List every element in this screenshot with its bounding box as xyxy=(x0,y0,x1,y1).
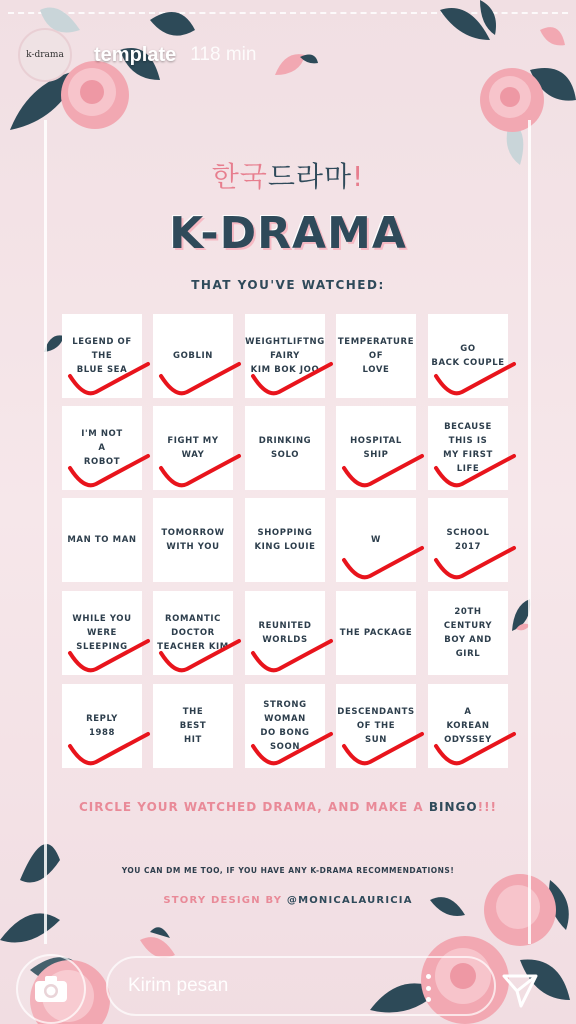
bingo-cell-label: ROMANTIC DOCTOR TEACHER KIM xyxy=(157,614,229,652)
avatar-text: k-drama xyxy=(26,50,64,60)
bingo-cell[interactable] xyxy=(153,314,233,398)
bingo-cell[interactable] xyxy=(62,406,142,490)
bingo-cell[interactable] xyxy=(153,684,233,768)
credit-handle[interactable]: @MONICALAURICIA xyxy=(286,895,413,906)
send-button[interactable] xyxy=(498,968,542,1012)
bingo-cell-label: HOSPITAL SHIP xyxy=(350,436,402,460)
bingo-cell-label: MAN TO MAN xyxy=(67,535,137,545)
dm-note: YOU CAN DM ME TOO, IF YOU HAVE ANY K-DRAMA RECOMMENDATIONS! xyxy=(121,866,455,875)
bingo-cell[interactable] xyxy=(428,314,508,398)
bingo-cell-label: WEIGHTLIFTNG FAIRY KIM BOK JOO xyxy=(245,337,325,375)
username[interactable]: template xyxy=(94,43,177,66)
bingo-exclaim: !!! xyxy=(477,800,498,814)
bingo-cell-label: BECAUSE THIS IS MY FIRST LIFE xyxy=(443,422,493,474)
camera-button[interactable] xyxy=(16,954,86,1024)
bingo-cell-label: SCHOOL 2017 xyxy=(446,528,490,552)
bingo-cell[interactable] xyxy=(62,498,142,582)
more-dot xyxy=(426,997,431,1002)
bingo-cell-label: TOMORROW WITH YOU xyxy=(161,528,225,552)
poster-subtitle: THAT YOU'VE WATCHED: xyxy=(191,278,385,292)
korean-title-exclaim: ! xyxy=(352,160,365,193)
avatar[interactable] xyxy=(18,28,72,82)
bingo-word: BINGO xyxy=(428,800,478,814)
bingo-cell[interactable] xyxy=(62,314,142,398)
bingo-cell[interactable] xyxy=(336,406,416,490)
rosebud-decoration-top xyxy=(270,45,320,85)
bingo-cell-label: DRINKING SOLO xyxy=(258,436,312,460)
bingo-cell-label: WHILE YOU WERE SLEEPING xyxy=(72,614,132,652)
bingo-cell-label: GO BACK COUPLE xyxy=(431,344,505,368)
story-timestamp: 118 min xyxy=(190,44,257,65)
bingo-cell-label: TEMPERATURE OF LOVE xyxy=(337,337,415,375)
bingo-cell[interactable] xyxy=(153,498,233,582)
bingo-cell-label: LEGEND OF THE BLUE SEA xyxy=(72,337,132,375)
korean-title xyxy=(0,155,576,195)
camera-icon xyxy=(33,974,69,1004)
bingo-cell[interactable] xyxy=(245,406,325,490)
bingo-cell[interactable] xyxy=(428,406,508,490)
bingo-cell-label: THE BEST HIT xyxy=(179,707,207,745)
bingo-cell-label: GOBLIN xyxy=(173,351,213,361)
bingo-cell-label: THE PACKAGE xyxy=(339,628,413,638)
send-icon xyxy=(501,971,539,1009)
more-vertical-icon xyxy=(426,974,431,979)
more-dot xyxy=(426,986,431,991)
bingo-cell[interactable] xyxy=(153,591,233,675)
bingo-cell[interactable] xyxy=(245,591,325,675)
bingo-cell[interactable] xyxy=(428,684,508,768)
bingo-cell[interactable] xyxy=(245,498,325,582)
bingo-cell[interactable] xyxy=(336,591,416,675)
bingo-cell[interactable] xyxy=(62,684,142,768)
bingo-cell[interactable] xyxy=(428,498,508,582)
bingo-cell-label: I'M NOT A ROBOT xyxy=(81,429,123,467)
bingo-cell-label: DESCENDANTS OF THE SUN xyxy=(337,707,415,745)
bingo-instruction-text: CIRCLE YOUR WATCHED DRAMA, AND MAKE A xyxy=(78,800,424,814)
bingo-cell-label: 20TH CENTURY BOY AND GIRL xyxy=(443,607,493,659)
bingo-cell[interactable] xyxy=(428,591,508,675)
bingo-cell[interactable] xyxy=(62,591,142,675)
bingo-cell[interactable] xyxy=(245,684,325,768)
poster-title: K-DRAMA xyxy=(169,208,407,259)
bingo-cell-label: STRONG WOMAN DO BONG SOON xyxy=(260,700,310,752)
story-credit xyxy=(0,895,576,906)
bingo-instruction xyxy=(0,800,576,814)
bingo-cell-label: REUNITED WORLDS xyxy=(258,621,312,645)
rose-decoration-top-right xyxy=(420,0,576,170)
story-header xyxy=(18,30,256,80)
bingo-cell-label: SHOPPING KING LOUIE xyxy=(254,528,316,552)
bingo-cell[interactable] xyxy=(153,406,233,490)
bingo-cell[interactable] xyxy=(336,314,416,398)
bingo-cell[interactable] xyxy=(336,684,416,768)
bingo-cell-label: W xyxy=(371,535,381,545)
bingo-grid xyxy=(62,314,510,766)
korean-title-part1: 한국 xyxy=(211,160,268,193)
bingo-cell-label: REPLY 1988 xyxy=(86,714,118,738)
bingo-cell-label: A KOREAN ODYSSEY xyxy=(444,707,492,745)
story-footer xyxy=(0,924,576,1024)
bingo-cell[interactable] xyxy=(245,314,325,398)
bingo-cell[interactable] xyxy=(336,498,416,582)
credit-prefix: STORY DESIGN BY xyxy=(163,895,283,906)
bingo-cell-label: FIGHT MY WAY xyxy=(167,436,219,460)
korean-title-part2: 드라마 xyxy=(267,160,353,193)
more-options-button[interactable] xyxy=(418,974,438,1002)
